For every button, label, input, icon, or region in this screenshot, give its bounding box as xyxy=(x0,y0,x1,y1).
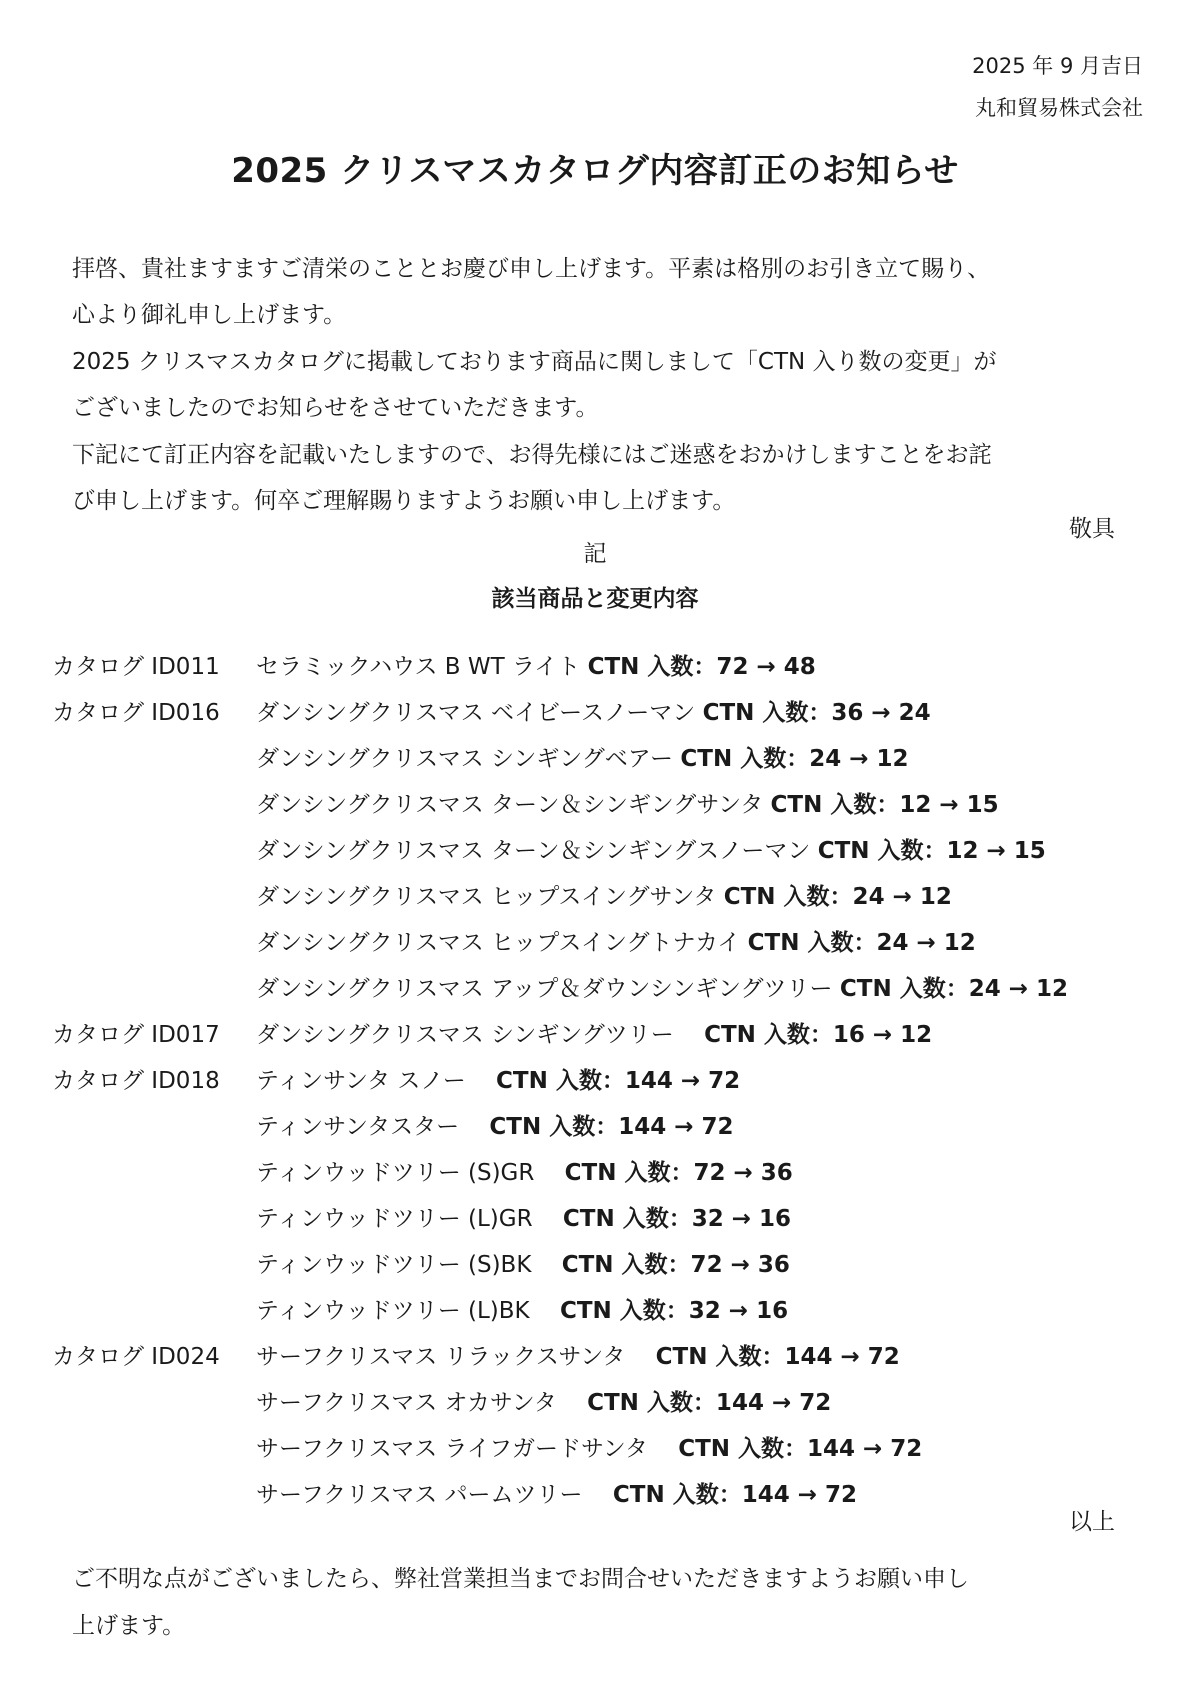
body-line: 2025 クリスマスカタログに掲載しております商品に関しまして「CTN 入り数の変更」が xyxy=(72,349,997,375)
catalog-id: カタログ ID018 xyxy=(52,1068,220,1094)
list-item xyxy=(256,1154,793,1187)
catalog-id: カタログ ID024 xyxy=(52,1344,220,1370)
list-item xyxy=(256,832,1046,865)
letter-date: 2025 年 9 月吉日 xyxy=(972,54,1143,78)
body-line: ございましたのでお知らせをさせていただきます。 xyxy=(72,395,599,421)
ctn-change: CTN 入数：36 → 24 xyxy=(702,700,931,726)
ctn-change: CTN 入数：72 → 36 xyxy=(561,1252,790,1278)
body-line: び申し上げます。何卒ご理解賜りますようお願い申し上げます。 xyxy=(72,488,736,514)
ctn-change: CTN 入数：144 → 72 xyxy=(489,1114,734,1140)
catalog-id: カタログ ID011 xyxy=(52,654,220,680)
product-name: ティンウッドツリー (L)GR xyxy=(256,1206,563,1232)
product-name: ティンサンタスター xyxy=(256,1114,490,1140)
ctn-change: CTN 入数：24 → 12 xyxy=(723,884,952,910)
list-item xyxy=(256,878,952,911)
ctn-change: CTN 入数：24 → 12 xyxy=(680,746,909,772)
list-item xyxy=(256,694,931,727)
ctn-change: CTN 入数：144 → 72 xyxy=(496,1068,741,1094)
closing-ijou: 以上 xyxy=(1069,1509,1115,1535)
ctn-change: CTN 入数：32 → 16 xyxy=(559,1298,789,1324)
ctn-change: CTN 入数：144 → 72 xyxy=(655,1344,900,1370)
ctn-change: CTN 入数：12 → 15 xyxy=(817,838,1046,864)
list-item xyxy=(256,1108,734,1141)
product-name: ダンシングクリスマス シンギングベアー xyxy=(256,746,681,772)
ctn-change: CTN 入数：144 → 72 xyxy=(587,1390,832,1416)
product-name: サーフクリスマス ライフガードサンタ xyxy=(256,1436,679,1462)
list-item xyxy=(256,1200,791,1233)
list-item xyxy=(256,1338,900,1371)
product-name: ティンウッドツリー (S)BK xyxy=(256,1252,562,1278)
body-line: 下記にて訂正内容を記載いたしますので、お得先様にはご迷惑をおかけしますことをお詫 xyxy=(72,442,992,468)
footer-line: ご不明な点がございましたら、弊社営業担当までお問合せいただきますようお願い申し xyxy=(72,1566,969,1592)
closing-keigu: 敬具 xyxy=(1069,516,1115,542)
list-item xyxy=(256,1246,790,1279)
ctn-change: CTN 入数：72 → 36 xyxy=(564,1160,793,1186)
product-name: ダンシングクリスマス アップ＆ダウンシンギングツリー xyxy=(256,976,840,1002)
product-name: ダンシングクリスマス ヒップスイングトナカイ xyxy=(256,930,748,956)
product-name: ダンシングクリスマス ベイビースノーマン xyxy=(256,700,703,726)
product-name: サーフクリスマス オカサンタ xyxy=(256,1390,588,1416)
ctn-change: CTN 入数：24 → 12 xyxy=(747,930,976,956)
catalog-id: カタログ ID017 xyxy=(52,1022,220,1048)
ki-marker: 記 xyxy=(583,541,607,567)
product-name: セラミックハウス B WT ライト xyxy=(256,654,588,680)
ctn-change: CTN 入数：24 → 12 xyxy=(839,976,1068,1002)
list-item xyxy=(256,1430,922,1463)
ctn-change: CTN 入数：32 → 16 xyxy=(562,1206,792,1232)
ctn-change: CTN 入数：12 → 15 xyxy=(770,792,999,818)
body-line: 拝啓、貴社ますますご清栄のこととお慶び申し上げます。平素は格別のお引き立て賜り、 xyxy=(72,256,991,282)
product-name: ダンシングクリスマス ターン＆シンギングスノーマン xyxy=(256,838,818,864)
list-item xyxy=(256,1384,831,1417)
product-name: ティンウッドツリー (S)GR xyxy=(256,1160,565,1186)
list-item xyxy=(256,648,816,681)
list-item xyxy=(256,740,909,773)
page-title: 2025 クリスマスカタログ内容訂正のお知らせ xyxy=(231,151,959,191)
list-item xyxy=(256,1476,857,1509)
ctn-change: CTN 入数：16 → 12 xyxy=(704,1022,933,1048)
footer-line: 上げます。 xyxy=(72,1613,186,1639)
list-item xyxy=(256,786,999,819)
section-title: 該当商品と変更内容 xyxy=(491,586,699,612)
list-item xyxy=(256,1062,740,1095)
list-item xyxy=(256,924,976,957)
product-name: サーフクリスマス パームツリー xyxy=(256,1482,613,1508)
company-name: 丸和貿易株式会社 xyxy=(975,96,1143,120)
list-item xyxy=(256,970,1068,1003)
ctn-change: CTN 入数：144 → 72 xyxy=(678,1436,923,1462)
body-line: 心より御礼申し上げます。 xyxy=(72,302,347,328)
catalog-id: カタログ ID016 xyxy=(52,700,220,726)
ctn-change: CTN 入数：144 → 72 xyxy=(612,1482,858,1508)
ctn-change: CTN 入数：72 → 48 xyxy=(587,654,816,680)
product-name: ダンシングクリスマス シンギングツリー xyxy=(256,1022,705,1048)
list-item xyxy=(256,1292,788,1325)
product-name: サーフクリスマス リラックスサンタ xyxy=(256,1344,656,1370)
product-name: ティンサンタ スノー xyxy=(256,1068,497,1094)
product-name: ダンシングクリスマス ターン＆シンギングサンタ xyxy=(256,792,771,818)
list-item xyxy=(256,1016,932,1049)
product-name: ダンシングクリスマス ヒップスイングサンタ xyxy=(256,884,724,910)
product-name: ティンウッドツリー (L)BK xyxy=(256,1298,560,1324)
